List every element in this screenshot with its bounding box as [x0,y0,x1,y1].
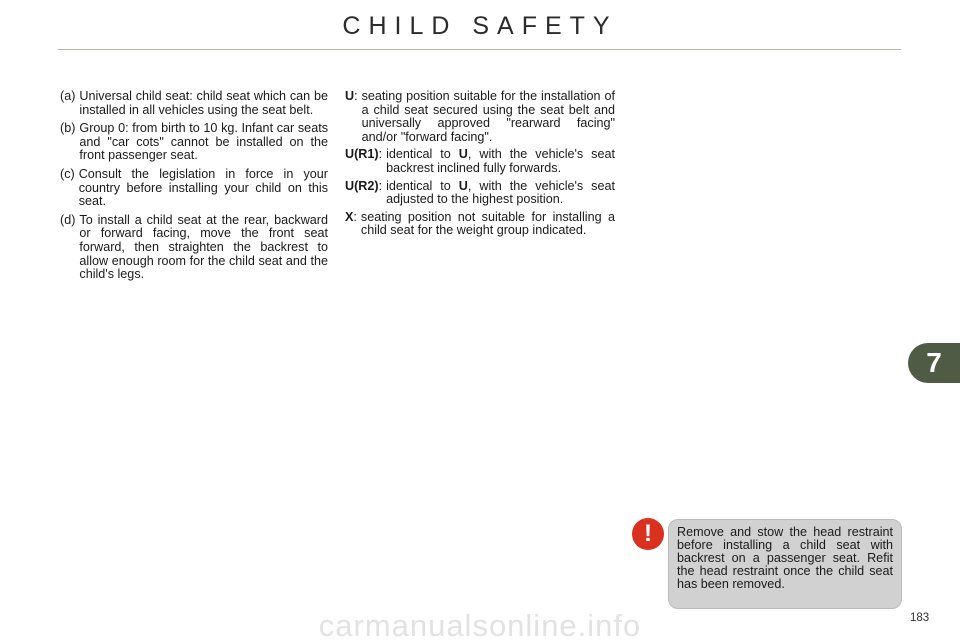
legend-text [386,148,615,175]
footnote-marker: (c) [60,166,75,181]
legend-ref: U [458,147,468,162]
legend-item-u [345,90,615,144]
legend-text-after: , with the vehicle's seat backrest inclined fully forwards. [386,147,615,175]
page-title: CHILD SAFETY [342,12,618,40]
page-number: 183 [910,612,930,624]
legend-term: U [345,89,355,103]
legend-colon: : [378,178,383,193]
warning-note [668,519,902,609]
footnote-text: To install a child seat at the rear, backward or forward facing, move the front seat forward, then straighten the backrest to allow enough room for the child seat and the child's legs. [79,212,328,282]
footnote-d [60,214,328,282]
chapter-number: 7 [926,347,942,378]
watermark: carmanualsonline.info [318,608,642,643]
legend-text-before: identical to [386,147,451,162]
footnote-marker: (a) [60,89,76,103]
legend-text: seating position not suitable for installing a child seat for the weight group indicated. [360,209,615,238]
legend-term: U(R2) [345,178,379,193]
footnote-marker: (b) [60,121,76,136]
footnote-c [60,168,328,209]
legend-colon: : [378,147,383,162]
legend-item-ur2 [345,180,615,207]
footnote-b [60,122,328,163]
legend-colon: : [353,209,357,224]
legend-item-x [345,211,615,238]
footnote-a [60,90,328,117]
legend-colon: : [354,89,358,103]
footnote-text: Group 0: from birth to 10 kg. Infant car seats and "car cots" cannot be installed on the front passenger seat. [79,121,328,163]
title-divider [58,49,901,50]
legend-text: seating position suitable for the installation of a child seat secured using the seat belt and universally approved "rearward facing" and/or "forward facing". [361,89,615,144]
legend-column [345,90,615,242]
legend-text-before: identical to [386,178,451,193]
footnote-text: Universal child seat: child seat which can be installed in all vehicles using the seat belt. [79,89,328,117]
footnotes-column [60,90,328,287]
warning-text: Remove and stow the head restraint before installing a child seat with backrest on a passenger seat. Refit the head restraint once the child seat has been removed. [677,525,893,591]
exclamation-icon: ! [632,518,664,550]
legend-text [386,180,615,207]
legend-text-after: , with the vehicle's seat adjusted to the highest position. [386,178,615,207]
footnote-text: Consult the legislation in force in your country before installing your child on this seat. [78,166,328,209]
legend-term: U(R1) [345,147,379,162]
legend-item-ur1 [345,148,615,175]
chapter-tab[interactable] [908,343,960,383]
legend-term: X [345,209,354,224]
legend-ref: U [458,178,468,193]
footnote-marker: (d) [60,212,76,227]
